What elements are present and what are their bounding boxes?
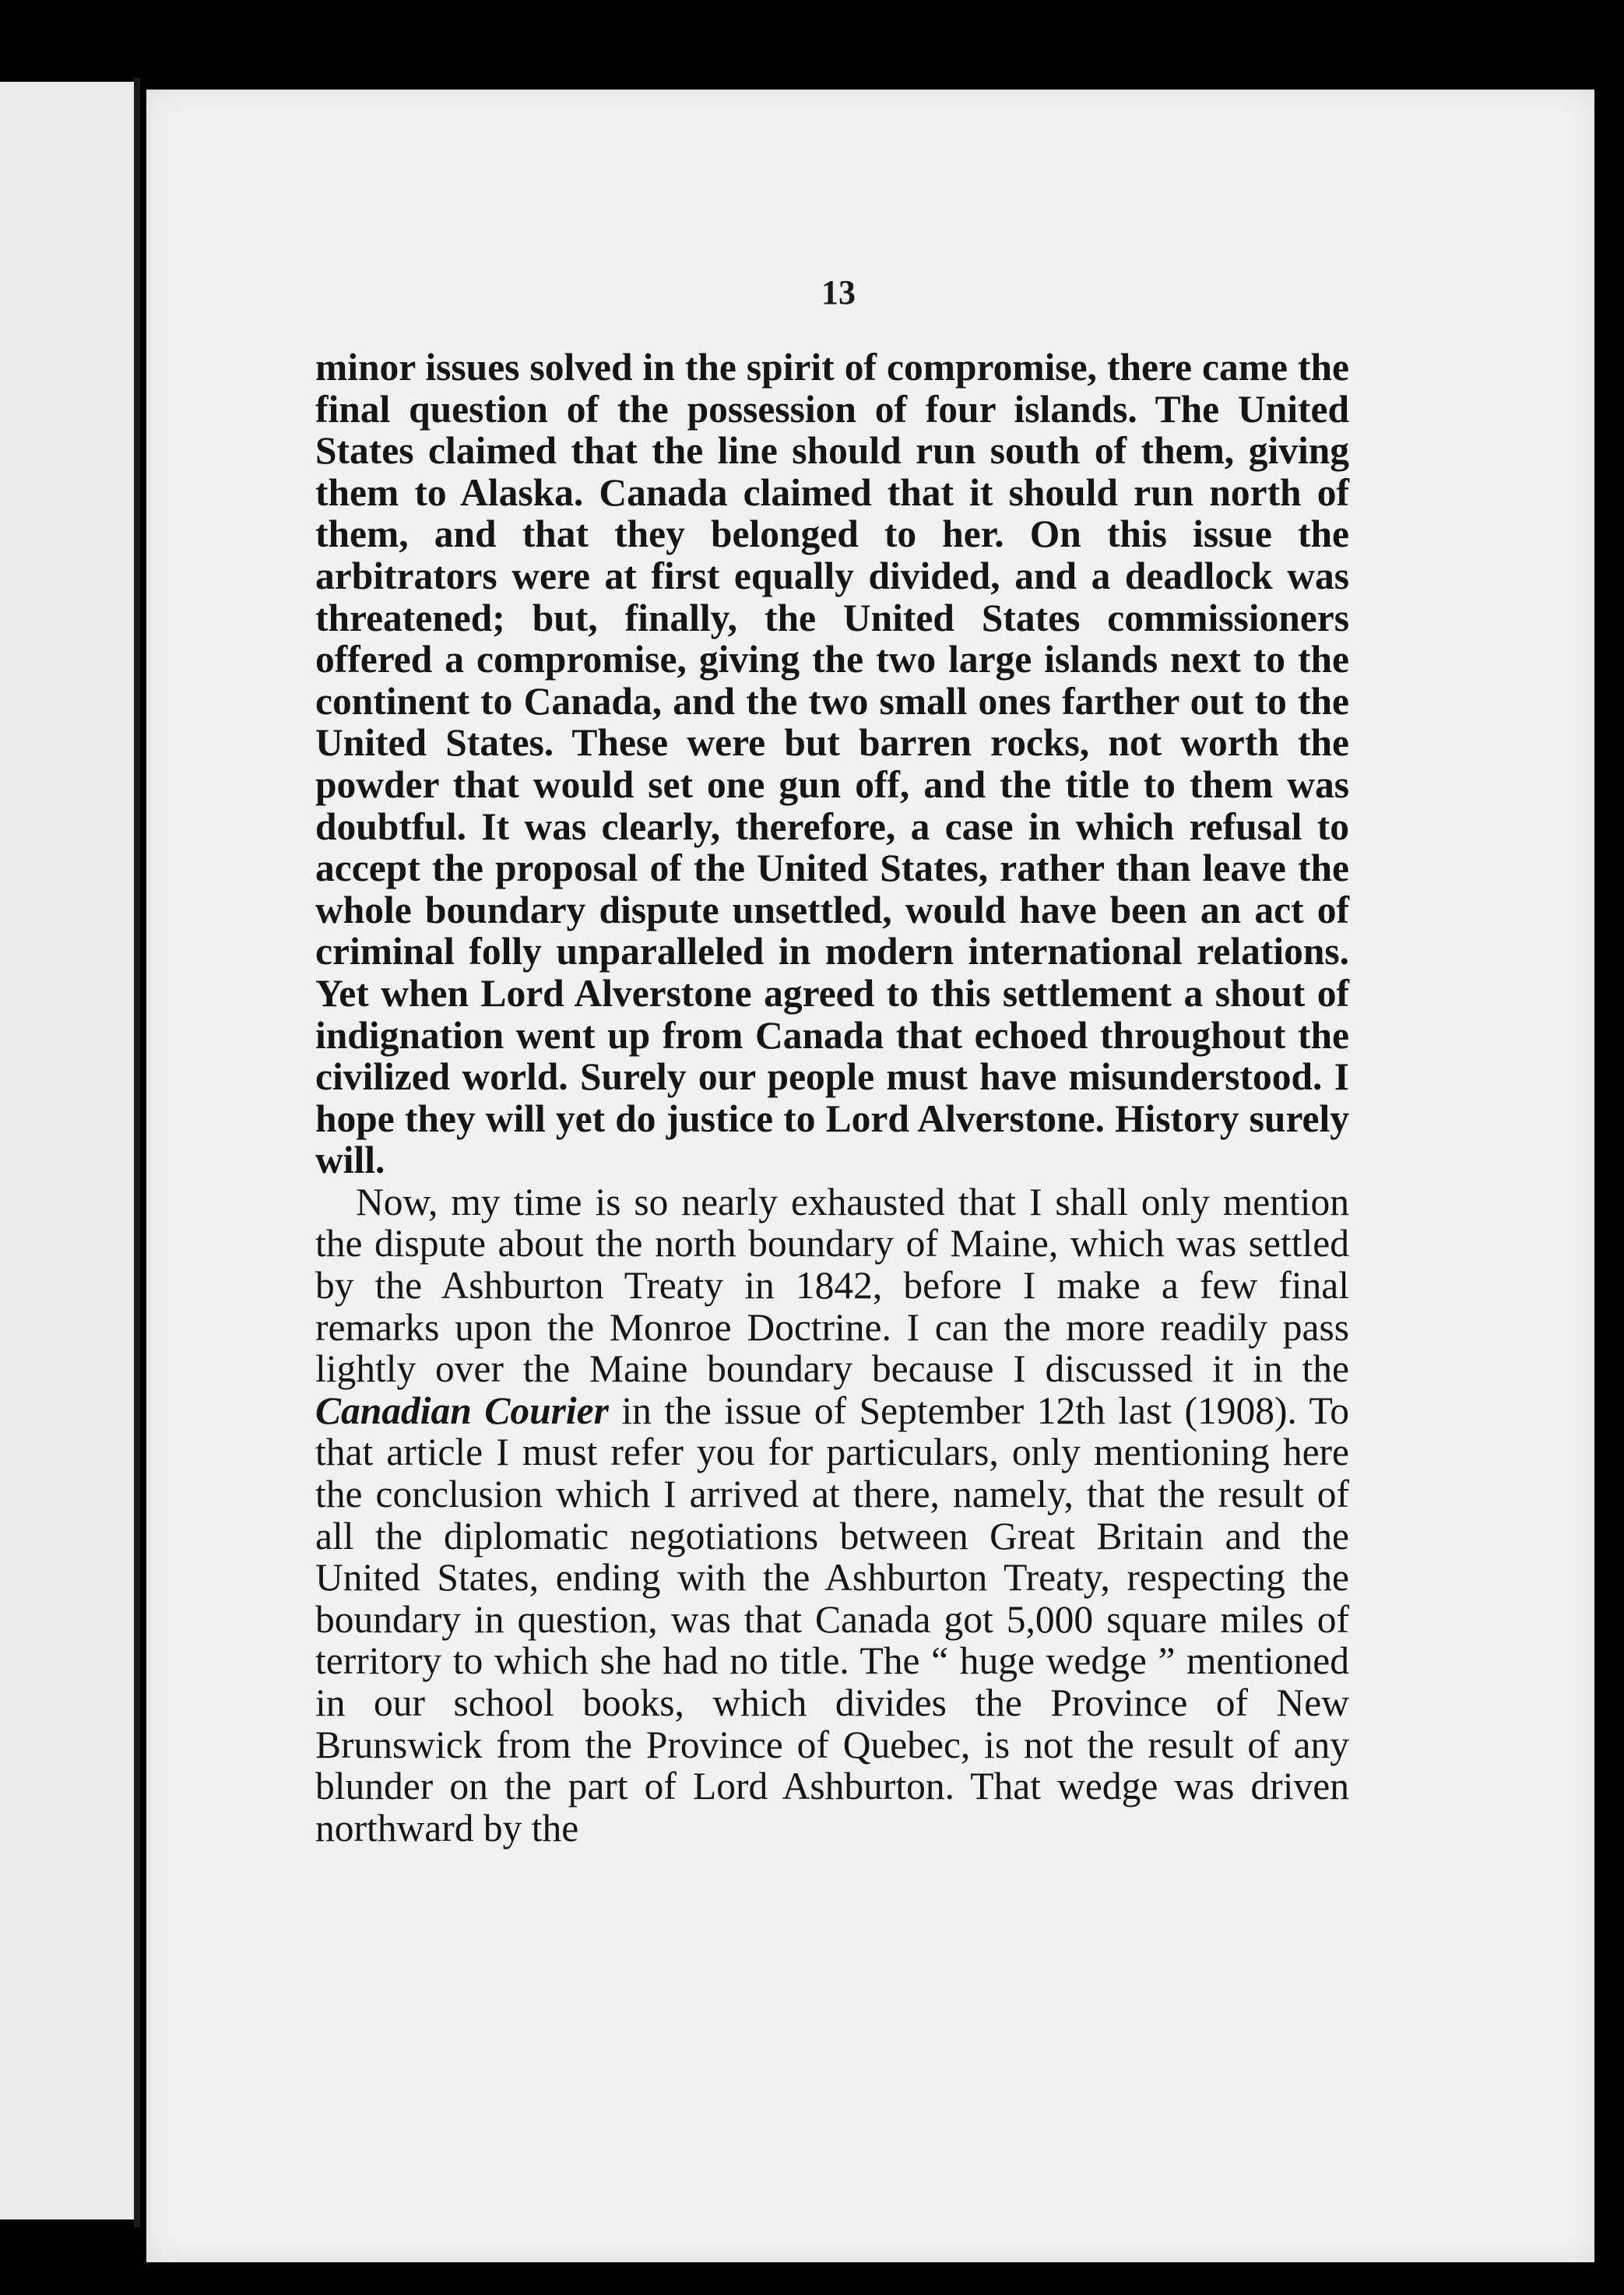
paragraph-2-text-before: Now, my time is so nearly exhausted that I shall only mention the dispute about the north boundary of Maine, which was settled by the Ashburton Treaty in 1842, before I make a few final remarks upon the Monroe Doctrine. I can the more readily pass lightly over the Maine boundary because I discussed it in the xyxy=(315,1180,1349,1391)
paragraph-2-text-after: in the issue of September 12th last (1908). To that article I must refer you for particulars, only mentioning here the conclusion which I arrived at there, namely, that the result of all the diplomatic negotiations between Great Britain and the United States, ending with the Ashburton Treaty, respecting the boundary in question, was that Canada got 5,000 square miles of territory to which she had no title. The “ huge wedge ” mentioned in our school books, which divides the Province of New Brunswick from the Province of Quebec, is not the result of any blunder on the part of Lord Ashburton. That wedge was driven northward by the xyxy=(315,1389,1349,1850)
publication-title: Canadian Courier xyxy=(315,1389,609,1432)
page-body-text xyxy=(315,347,1349,1849)
page-number: 13 xyxy=(821,273,856,312)
facing-page-edge xyxy=(0,82,134,2219)
paragraph-1: minor issues solved in the spirit of compromise, there came the final question of the possession of four islands. The United States claimed that the line should run south of them, giving them to Alaska. Canada claimed that it should run north of them, and that they belonged to her. On this issue the arbitrators were at first equally divided, and a deadlock was threatened; but, finally, the United States commissioners offered a compromise, giving the two large islands next to the continent to Canada, and the two small ones farther out to the United States. These were but barren rocks, not worth the powder that would set one gun off, and the title to them was doubtful. It was clearly, therefore, a case in which refusal to accept the proposal of the United States, rather than leave the whole boundary dispute unsettled, would have been an act of criminal folly unparalleled in modern international relations. Yet when Lord Alverstone agreed to this settlement a shout of indignation went up from Canada that echoed throughout the civilized world. Surely our people must have misunderstood. I hope they will yet do justice to Lord Alverstone. History surely will. xyxy=(315,346,1349,1182)
book-gutter xyxy=(134,78,140,2227)
paragraph-2 xyxy=(315,1181,1349,1850)
